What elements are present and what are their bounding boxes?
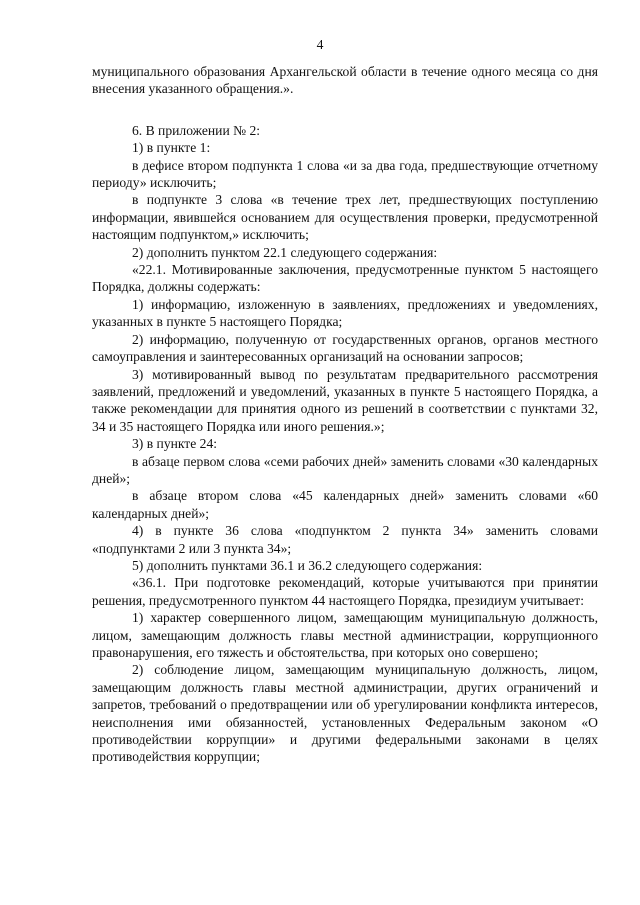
- paragraph: 1) в пункте 1:: [132, 140, 211, 156]
- paragraph-gap: [92, 98, 598, 122]
- page-number: 4: [316, 37, 324, 52]
- paragraph: 3) в пункте 24:: [132, 436, 218, 452]
- paragraph: 4) в пункте 36 слова «подпунктом 2 пункта 34» заменить словами «подпунктами 2 или 3 пункта 34»;: [92, 523, 598, 556]
- paragraph: 2) соблюдение лицом, замещающим муниципальную должность, лицом, замещающим должность главы местной администрации, других ограничений и запретов, требований о предотвращении или об урегулировании конфликта интересов, неисполнения ими обязанностей, установленных Федеральным законом «О противодействии коррупции» и другими федеральными законами в целях противодействия коррупции;: [92, 662, 598, 765]
- paragraph: 1) информацию, изложенную в заявлениях, предложениях и уведомлениях, указанных в пункте 5 настоящего Порядка;: [92, 296, 598, 330]
- paragraph: в абзаце первом слова «семи рабочих дней» заменить словами «30 календарных дней»;: [92, 453, 598, 486]
- paragraph: 2) информацию, полученную от государственных органов, органов местного самоуправления и заинтересованных организаций на основании запросов;: [92, 331, 598, 365]
- paragraph: «36.1. При подготовке рекомендаций, которые учитываются при принятии решения, предусмотренного пунктом 44 настоящего Порядка, президиум учитывает:: [92, 575, 598, 608]
- paragraph: «22.1. Мотивированные заключения, предусмотренные пунктом 5 настоящего Порядка, должны содержать:: [92, 262, 598, 295]
- paragraph: 5) дополнить пунктами 36.1 и 36.2 следующего содержания:: [132, 557, 483, 573]
- paragraph: 3) мотивированный вывод по результатам предварительного рассмотрения заявлений, предложений и уведомлений, указанных в пункте 5 настоящего Порядка, а также рекомендации для принятия одного из решений в соответствии с пунктами 32, 34 и 35 настоящего Порядка или иного решения.»;: [92, 366, 598, 434]
- paragraph-item-6: 6. В приложении № 2:: [132, 122, 261, 138]
- paragraph-continuation: муниципального образования Архангельской области в течение одного месяца со дня внесения указанного обращения.».: [92, 64, 598, 97]
- document-body: [92, 63, 598, 766]
- paragraph: в дефисе втором подпункта 1 слова «и за два года, предшествующие отчетному периоду» исключить;: [92, 157, 598, 191]
- paragraph: в подпункте 3 слова «в течение трех лет, предшествующих поступлению информации, явившейся основанием для осуществления проверки, предусмотренной настоящим подпунктом,» исключить;: [92, 192, 598, 243]
- paragraph: 1) характер совершенного лицом, замещающим муниципальную должность, лицом, замещающим должность главы местной администрации, коррупционного правонарушения, его тяжесть и обстоятельства, при которых оно совершено;: [92, 610, 598, 660]
- paragraph: 2) дополнить пунктом 22.1 следующего содержания:: [132, 244, 438, 260]
- paragraph: в абзаце втором слова «45 календарных дней» заменить словами «60 календарных дней»;: [92, 488, 598, 521]
